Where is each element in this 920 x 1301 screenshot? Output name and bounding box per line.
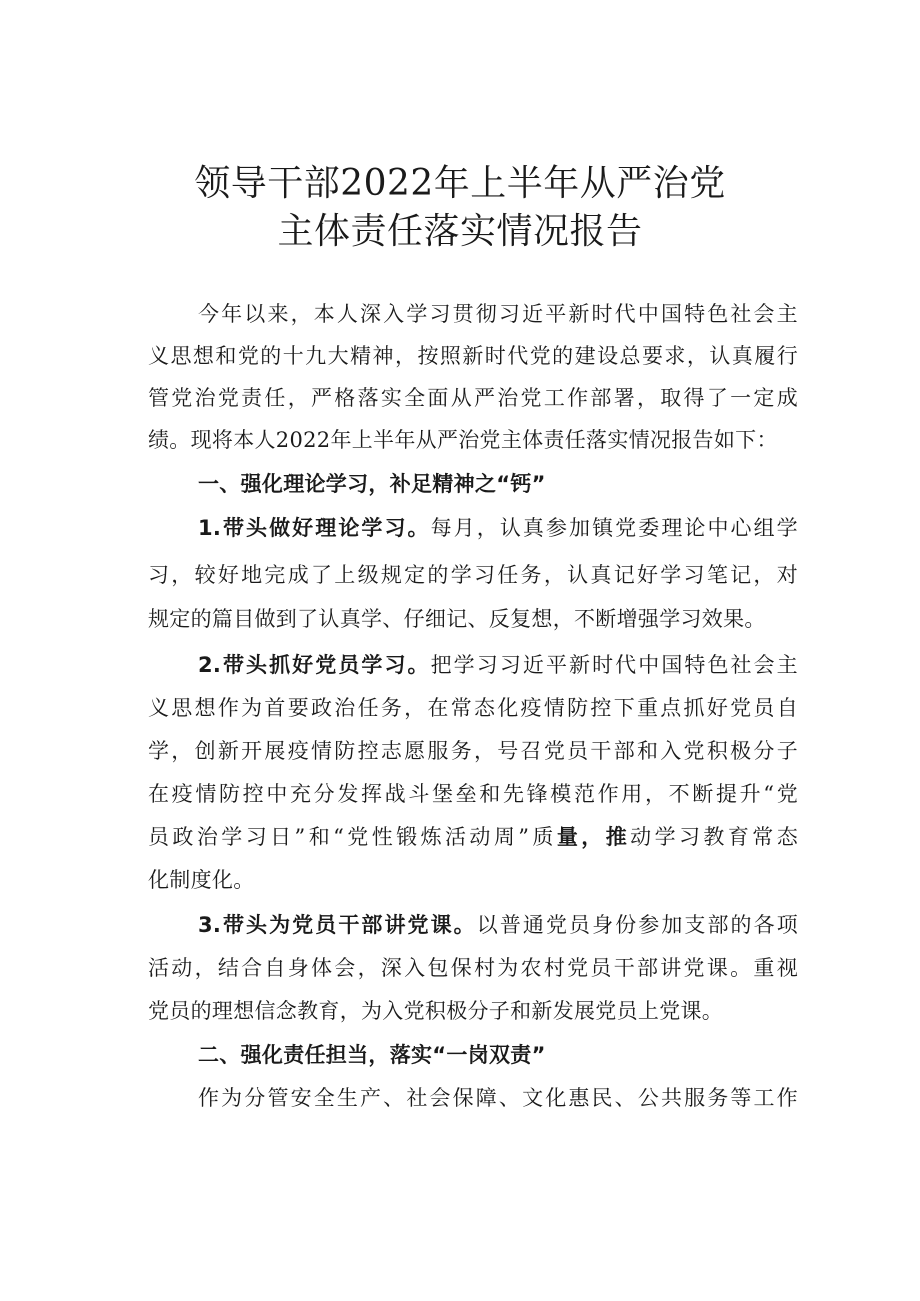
item-2-line-1-text: 把学习习近平新时代中国特色社会主 <box>430 653 798 677</box>
item-3-line-1 <box>148 910 798 940</box>
item-1-line-1-text: 每月，认真参加镇党委理论中心组学 <box>430 516 798 540</box>
intro-line-4: 绩。现将本人2022年上半年从严治党主体责任落实情况报告如下： <box>148 428 778 452</box>
item-1-line-1 <box>148 513 798 543</box>
intro-line-2: 义思想和党的十九大精神，按照新时代党的建设总要求，认真履行 <box>148 344 798 368</box>
item-2-line-5 <box>148 822 798 852</box>
item-2-label: 2.带头抓好党员学习。 <box>198 653 431 677</box>
item-1-line-2: 习，较好地完成了上级规定的学习任务，认真记好学习笔记，对 <box>148 563 798 587</box>
section-2-line-1: 作为分管安全生产、社会保障、文化惠民、公共服务等工作 <box>198 1086 798 1110</box>
item-2-line-5-b: 动学习教育常态 <box>630 825 798 849</box>
item-2-line-5-a: 员政治学习日”和“党性锻炼活动周”质 <box>148 825 557 849</box>
intro-line-1: 今年以来，本人深入学习贯彻习近平新时代中国特色社会主 <box>198 302 798 326</box>
item-1-line-3: 规定的篇目做到了认真学、仔细记、反复想，不断增强学习效果。 <box>148 607 766 631</box>
item-2-line-3: 学，创新开展疫情防控志愿服务，号召党员干部和入党积极分子 <box>148 739 798 763</box>
item-2-line-5-bold: 量，推 <box>556 825 631 849</box>
item-3-line-1-text: 以普通党员身份参加支部的各项 <box>476 913 798 937</box>
item-3-line-2: 活动，结合自身体会，深入包保村为农村党员干部讲党课。重视 <box>148 956 798 980</box>
title-line-2: 主体责任落实情况报告 <box>277 211 643 252</box>
intro-line-3: 管党治党责任，严格落实全面从严治党工作部署，取得了一定成 <box>148 386 798 410</box>
item-3-line-3: 党员的理想信念教育，为入党积极分子和新发展党员上党课。 <box>148 999 724 1023</box>
title-line-1: 领导干部2022年上半年从严治党 <box>194 163 726 204</box>
item-2-line-6: 化制度化。 <box>148 868 255 892</box>
item-2-line-2: 义思想作为首要政治任务，在常态化疫情防控下重点抓好党员自 <box>148 696 798 720</box>
section-1-heading: 一、强化理论学习，补足精神之“钙” <box>198 472 546 496</box>
item-1-label: 1.带头做好理论学习。 <box>198 516 431 540</box>
item-2-line-1 <box>148 650 798 680</box>
section-2-heading: 二、强化责任担当，落实“一岗双责” <box>198 1043 546 1067</box>
item-3-label: 3.带头为党员干部讲党课。 <box>198 913 477 937</box>
item-2-line-4: 在疫情防控中充分发挥战斗堡垒和先锋模范作用，不断提升“党 <box>148 782 798 806</box>
